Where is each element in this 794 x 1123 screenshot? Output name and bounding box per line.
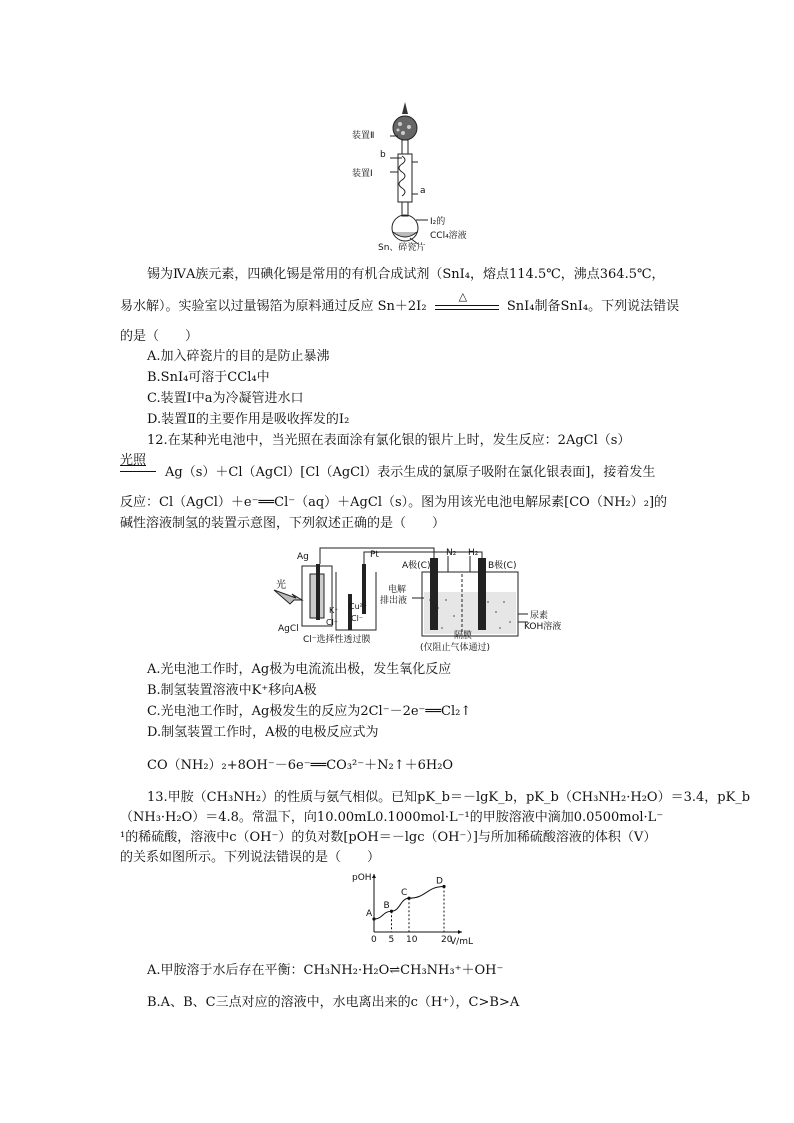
- q11-option-d: D.装置Ⅱ的主要作用是吸收挥发的I₂: [147, 412, 350, 427]
- light-condition: [120, 452, 156, 472]
- chart-x-tick-20: 20: [441, 935, 453, 945]
- q12-option-c: C.光电池工作时，Ag极发生的反应为2Cl⁻－2e⁻══Cl₂↑: [147, 704, 472, 719]
- fig2-ag: Ag: [297, 552, 309, 562]
- q13-option-a: A.甲胺溶于水后存在平衡：CH₃NH₂·H₂O⇌CH₃NH₃⁺＋OH⁻: [147, 963, 504, 978]
- chart-xlabel: V/mL: [450, 937, 473, 947]
- fig2-pt: Pt: [370, 550, 379, 560]
- chart-point-label-D: D: [436, 876, 443, 887]
- fig2-membrane-sel: Cl⁻选择性透过膜: [303, 635, 371, 645]
- fig2-urea: 尿素: [530, 611, 549, 621]
- fig2-k: K⁺: [329, 606, 339, 615]
- fig2-electrolysis-out-2: 排出液: [380, 596, 408, 606]
- fig2-diaphragm: 隔膜: [454, 631, 473, 641]
- q13-stem-line1: 13.甲胺（CH₃NH₂）的性质与氨气相似。已知pK_b＝－lgK_b，pK_b（CH₃NH₂·H₂O）＝3.4，pK_b: [147, 790, 751, 805]
- q12-option-b: B.制氢装置溶液中K⁺移向A极: [147, 683, 317, 698]
- chart-point-B: [390, 910, 393, 913]
- fig2-cu: Cu²⁺: [349, 602, 368, 611]
- label-device2: 装置Ⅱ: [352, 131, 375, 141]
- label-a: a: [420, 186, 426, 196]
- q13-stem-line2: （NH₃·H₂O）＝4.8。常温下，向10.00mL0.1000mol·L⁻¹的甲胺溶液中滴加0.0500mol·L⁻: [120, 810, 664, 825]
- q12-stem-line2: Ag（s）＋Cl（AgCl）[Cl（AgCl）表示生成的氯原子吸附在氯化银表面]，接着发生: [165, 465, 656, 480]
- q11-option-b: B.SnI₄可溶于CCl₄中: [147, 370, 270, 385]
- chart-point-label-C: C: [401, 888, 408, 899]
- label-ccl4: CCl₄溶液: [430, 231, 467, 241]
- q12-option-a: A.光电池工作时，Ag极为电流流出极，发生氧化反应: [147, 662, 452, 677]
- chart-point-label-A: A: [366, 909, 373, 919]
- q12-stem-line4: 碱性溶液制氢的装置示意图，下列叙述正确的是（ ）: [120, 516, 446, 531]
- fig2-agcl: AgCl: [278, 624, 299, 634]
- q11-stem-line2a: 易水解）。实验室以过量锡箔为原料通过反应 Sn＋2I₂: [120, 299, 427, 314]
- q12-stem-line3: 反应：Cl（AgCl）＋e⁻══Cl⁻（aq）＋AgCl（s）。图为用该光电池电解尿素[CO（NH₂）₂]的: [120, 495, 668, 510]
- fig2-diaphragm-note: (仅阻止气体通过): [420, 643, 491, 653]
- chart-x-tick-0: 0: [371, 935, 377, 945]
- fig2-light: 光: [276, 580, 286, 591]
- heat-condition: △: [458, 289, 468, 303]
- q12-stem-line1: 12.在某种光电池中，当光照在表面涂有氯化银的银片上时，发生反应：2AgCl（s）: [147, 433, 631, 448]
- q11-stem-line1: 锡为ⅣA族元素，四碘化锡是常用的有机合成试剂（SnI₄，熔点114.5℃，沸点364.5℃，: [147, 267, 665, 282]
- fig2-n2: N₂: [446, 548, 457, 558]
- q11-stem-line2: [120, 289, 680, 316]
- q13-stem-line4: 的关系如图所示。下列说法错误的是（ ）: [120, 850, 381, 865]
- fig2-electrode-b: B极(C): [488, 561, 517, 571]
- label-i2: I₂的: [430, 217, 446, 227]
- q11-stem-line3: 的是（ ）: [120, 329, 199, 344]
- fig2-electrode-a: A极(C): [402, 561, 431, 571]
- label-b: b: [380, 150, 386, 160]
- label-sn: Sn、碎瓷片: [378, 243, 426, 253]
- fig2-cl: Cl⁻: [326, 618, 339, 627]
- label-device1: 装置Ⅰ: [352, 169, 373, 179]
- fig2-koh: KOH溶液: [524, 622, 562, 632]
- q11-option-c: C.装置Ⅰ中a为冷凝管进水口: [147, 391, 304, 406]
- q13-stem-line3: ¹的稀硫酸，溶液中c（OH⁻）的负对数[pOH＝－lgc（OH⁻）]与所加稀硫酸溶液的体积（V）: [120, 830, 657, 845]
- chart-x-tick-10: 10: [406, 935, 418, 945]
- chart-point-C: [407, 897, 410, 900]
- fig2-h2: H₂: [468, 548, 479, 558]
- fig2-electrolysis-out-1: 电解: [388, 585, 407, 595]
- chart-x-tick-5: 5: [388, 935, 395, 945]
- light-label: 光照: [120, 453, 147, 468]
- poh-volume-chart: [348, 868, 478, 948]
- reaction-arrow: [435, 289, 499, 314]
- chart-point-A: [372, 917, 375, 920]
- chart-point-label-B: B: [383, 901, 390, 912]
- fig2-cl2: Cl⁻: [351, 614, 364, 623]
- chart-y-arrow: [372, 874, 376, 878]
- chart-x-arrow: [458, 930, 462, 934]
- q11-stem-line2b: SnI₄制备SnI₄。下列说法错误: [506, 299, 680, 314]
- q12-option-d: D.制氢装置工作时，A极的电极反应式为: [147, 725, 379, 740]
- q13-option-b: B.A、B、C三点对应的溶液中，水电离出来的c（H⁺），C>B>A: [147, 995, 520, 1010]
- q12-option-d-equation: CO（NH₂）₂+8OH⁻－6e⁻══CO₃²⁻＋N₂↑＋6H₂O: [147, 758, 454, 773]
- chart-ylabel: pOH: [352, 873, 372, 883]
- q11-option-a: A.加入碎瓷片的目的是防止暴沸: [147, 349, 330, 364]
